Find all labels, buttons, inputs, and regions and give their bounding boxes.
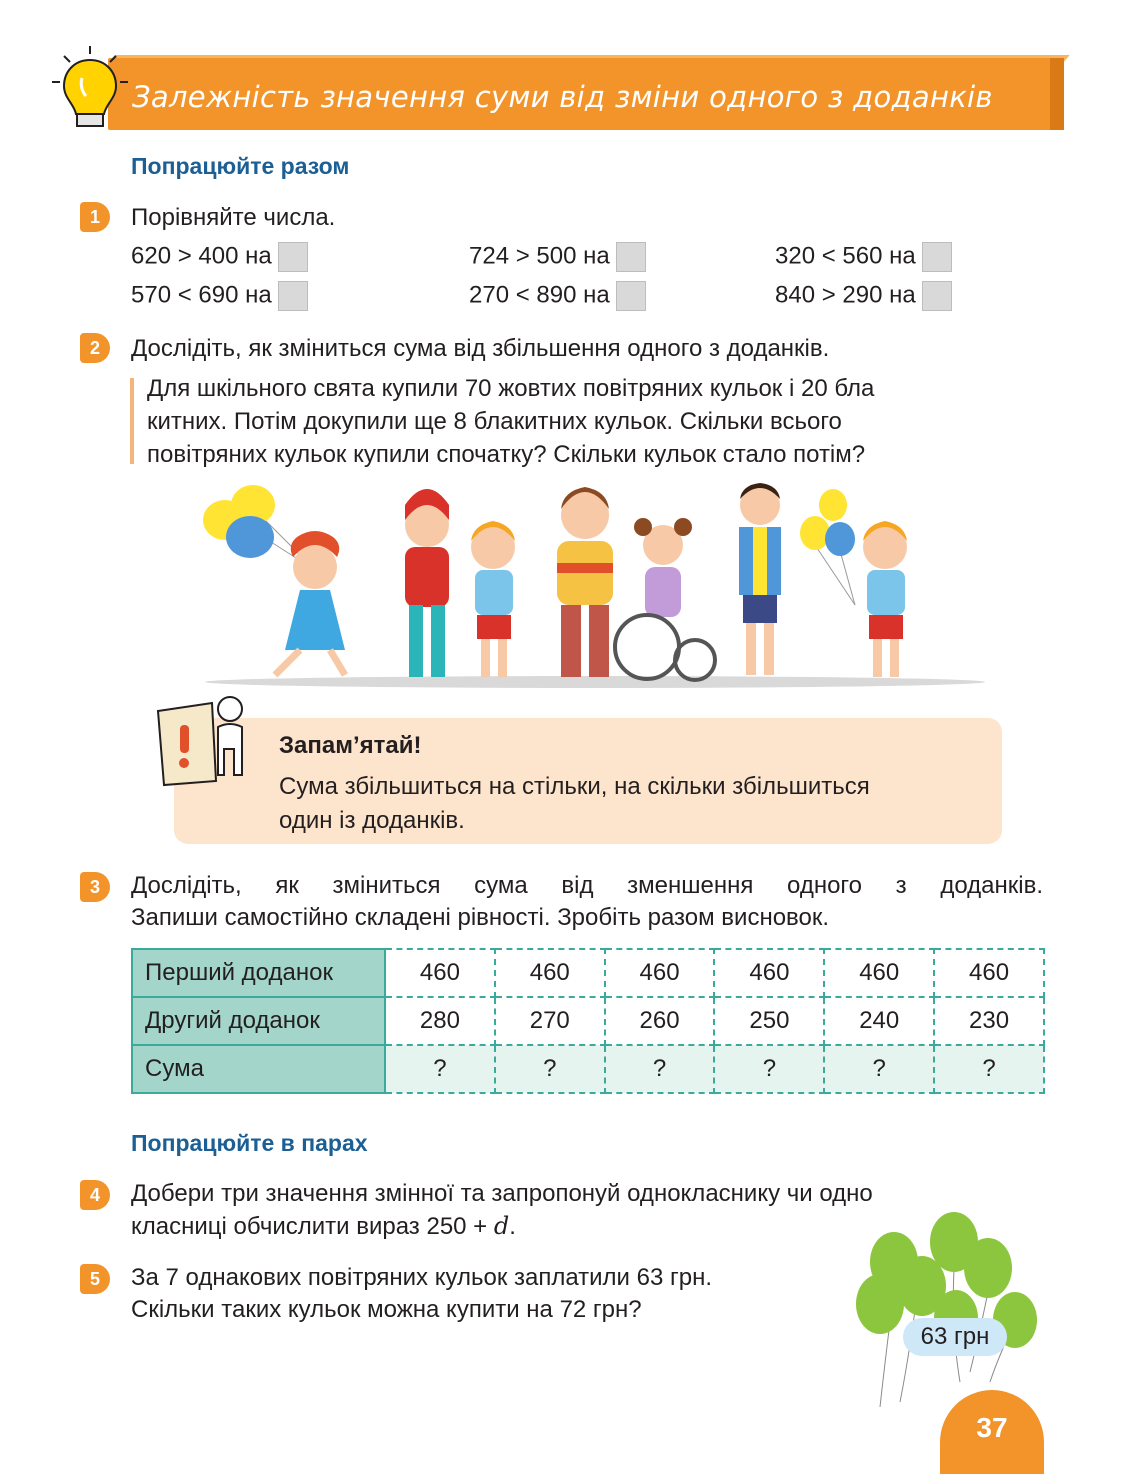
answer-box[interactable] bbox=[922, 281, 952, 311]
task-number-badge: 3 bbox=[80, 872, 110, 902]
girl-red-sweater bbox=[405, 489, 449, 677]
table-cell: 460 bbox=[605, 949, 715, 997]
table-cell: 250 bbox=[714, 997, 824, 1045]
sum-answer-cell[interactable]: ? bbox=[714, 1045, 824, 1093]
answer-box[interactable] bbox=[616, 281, 646, 311]
section-heading-pairs: Попрацюйте в парах bbox=[131, 1130, 368, 1156]
task2-problem: Для шкільного свята купили 70 жовтих повітряних кульок і 20 бла китних. Потім докупили ще 8 блакитних кульок. Скільки всього повітряних кульок купили спочатку? Скільки кульок стало потім? bbox=[147, 375, 875, 468]
girl-running bbox=[275, 531, 345, 675]
girl-wheelchair bbox=[615, 518, 715, 680]
boy-with-balloons bbox=[863, 521, 907, 677]
task-number-badge: 5 bbox=[80, 1264, 110, 1294]
section-heading-together: Попрацюйте разом bbox=[131, 153, 350, 179]
row-label: Перший доданок bbox=[132, 949, 385, 997]
task3-text: Дослідіть, як зміниться сума від зменшення одного з доданків. Запиши самостійно складені рівності. Зробіть разом висновок. bbox=[131, 872, 1043, 931]
green-balloons-illustration bbox=[850, 1212, 1045, 1412]
task5-text: За 7 однакових повітряних кульок заплатили 63 грн. Скільки таких кульок можна купити на 72 грн? bbox=[131, 1264, 713, 1323]
sum-answer-cell[interactable]: ? bbox=[495, 1045, 605, 1093]
man-glasses bbox=[557, 487, 613, 677]
sum-answer-cell[interactable]: ? bbox=[824, 1045, 934, 1093]
table-row bbox=[132, 1045, 1044, 1093]
balloon-bunch-right bbox=[800, 489, 855, 605]
table-cell: 280 bbox=[385, 997, 495, 1045]
table-cell: 260 bbox=[605, 997, 715, 1045]
page-number: 37 bbox=[976, 1412, 1008, 1443]
ground-shadow bbox=[205, 676, 985, 688]
remember-title: Запам’ятай! bbox=[279, 732, 422, 759]
addends-table bbox=[131, 948, 1045, 1094]
comparison-item: 840 > 290 на bbox=[775, 281, 952, 311]
boy-yellow-vest bbox=[739, 483, 781, 675]
table-cell: 460 bbox=[934, 949, 1044, 997]
task4-text: Добери три значення змінної та запропонуй однокласнику чи одно класниці обчислити вираз 250 + d. bbox=[131, 1180, 873, 1240]
table-cell: 270 bbox=[495, 997, 605, 1045]
table-row bbox=[132, 949, 1044, 997]
task-number-badge: 4 bbox=[80, 1180, 110, 1210]
task-number-badge: 2 bbox=[80, 333, 110, 363]
table-cell: 460 bbox=[824, 949, 934, 997]
comparison-item: 570 < 690 на bbox=[131, 281, 308, 311]
children-with-balloons-illustration bbox=[195, 475, 985, 690]
variable-d: d bbox=[493, 1212, 510, 1240]
row-label: Сума bbox=[132, 1045, 385, 1093]
comparison-item: 620 > 400 на bbox=[131, 242, 308, 272]
table-row bbox=[132, 997, 1044, 1045]
task2-text: Дослідіть, як зміниться сума від збільшення одного з доданків. bbox=[131, 335, 830, 362]
comparison-item: 320 < 560 на bbox=[775, 242, 952, 272]
sum-answer-cell[interactable]: ? bbox=[605, 1045, 715, 1093]
task-number-badge: 1 bbox=[80, 202, 110, 232]
answer-box[interactable] bbox=[616, 242, 646, 272]
lightbulb-icon bbox=[50, 44, 130, 134]
sum-answer-cell[interactable]: ? bbox=[934, 1045, 1044, 1093]
task1-text: Порівняйте числа. bbox=[131, 204, 336, 231]
table-cell: 460 bbox=[385, 949, 495, 997]
answer-box[interactable] bbox=[922, 242, 952, 272]
price-tag: 63 грн bbox=[903, 1318, 1007, 1356]
answer-box[interactable] bbox=[278, 281, 308, 311]
boy-star-shirt bbox=[471, 521, 515, 677]
page-title: Залежність значення суми від зміни одного з доданків bbox=[132, 80, 993, 114]
problem-quote-bar bbox=[130, 378, 134, 464]
table-cell: 460 bbox=[495, 949, 605, 997]
remember-text: Сума збільшиться на стільки, на скільки збільшиться один із доданків. bbox=[279, 773, 870, 834]
table-cell: 460 bbox=[714, 949, 824, 997]
row-label: Другий доданок bbox=[132, 997, 385, 1045]
sum-answer-cell[interactable]: ? bbox=[385, 1045, 495, 1093]
table-cell: 240 bbox=[824, 997, 934, 1045]
exclamation-sign-icon bbox=[150, 693, 250, 793]
title-banner-side bbox=[1050, 58, 1064, 130]
comparison-item: 270 < 890 на bbox=[469, 281, 646, 311]
table-cell: 230 bbox=[934, 997, 1044, 1045]
answer-box[interactable] bbox=[278, 242, 308, 272]
comparison-item: 724 > 500 на bbox=[469, 242, 646, 272]
